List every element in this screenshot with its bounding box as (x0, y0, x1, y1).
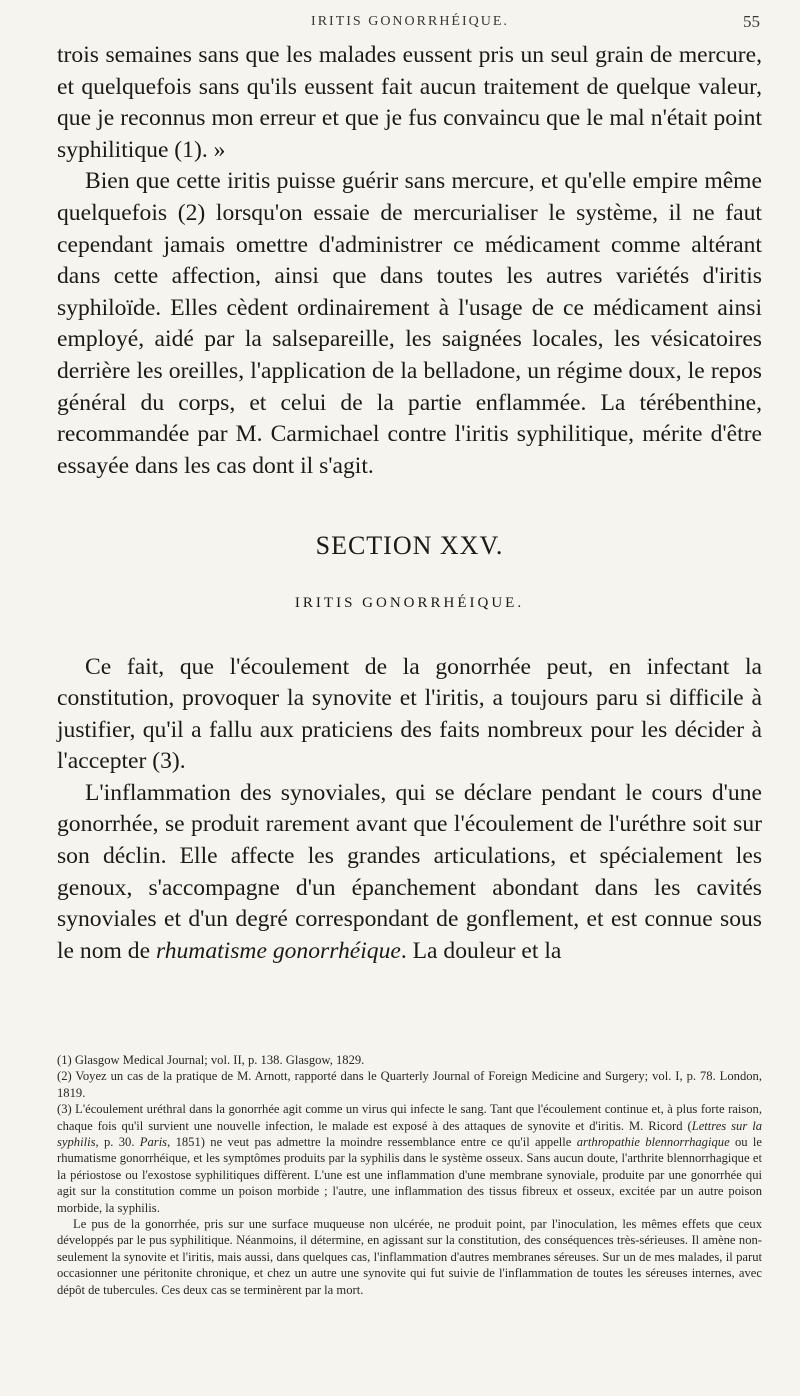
section-heading: SECTION XXV. (315, 531, 504, 561)
footnotes (57, 1052, 762, 1298)
fn3-part-a: (3) L'écoulement uréthral dans la gonorrhée agit comme un virus qui infecte le sang. Tant que l'écoulement continue et, à plus forte raison, chaque fois qu'il survient une nouvelle infection, le malade est exposé à des attaques de synovite et d'iritis. M. Ricord ( (57, 1102, 762, 1133)
p4-text-end: . La douleur et la (400, 937, 562, 964)
section-subtitle: IRITIS GONORRHÉIQUE. (294, 594, 525, 611)
fn3-part-d: ou le rhumatisme gonorrhéique, et les symptômes produits par la syphilis dans le système osseux. Sans aucun doute, l'arthrite blennorrhagique et la périostose ou l'exostose syphilitiques diffèrent. L'une est une inflammation d'une membrane synoviale, produite par une gonorrhée qui agit sur la constitution comme un poison morbide ; l'autre, une inflammation des tissus fibreux et osseux, excitée par un autre poison morbide, la syphilis. (57, 1135, 762, 1215)
p4-italic-term: rhumatisme gonorrhéique (155, 937, 401, 964)
page-number: 55 (743, 12, 760, 31)
fn3-part-b: , p. 30. (95, 1135, 140, 1150)
running-title: IRITIS GONORRHÉIQUE. (311, 14, 509, 29)
paragraph-continued: trois semaines sans que les malades eussent pris un seul grain de mercure, et quelquefois sans qu'ils eussent fait aucun traitement de quelque valeur, que je reconnus mon erreur et que je fus convaincu que le mal n'était point syphilitique (1). » (57, 42, 762, 163)
fn3-italic-3: arthropathie blennorrhagique (576, 1135, 730, 1150)
footnote-2: (2) Voyez un cas de la pratique de M. Arnott, rapporté dans le Quarterly Journal of Foreign Medicine and Surgery; vol. I, p. 78. London, 1819. (57, 1069, 762, 1100)
fn3-italic-2: Paris (139, 1135, 168, 1150)
fn3-italic-1: Lettres sur la syphilis (57, 1118, 762, 1150)
footnote-3 (57, 1101, 762, 1216)
running-head (60, 14, 760, 40)
fn3-part-c: , 1851) ne veut pas admettre la moindre ressemblance entre ce qu'il appelle (167, 1135, 577, 1150)
paragraph-synovial-inflammation (57, 778, 762, 968)
paragraph-mercury-treatment: Bien que cette iritis puisse guérir sans mercure, et qu'elle empire même quelquefois (2) lorsqu'on essaie de mercurialiser le système, il ne faut cependant jamais omettre d'administrer ce médicament comme altérant dans cette affection, ainsi que dans toutes les autres variétés d'iritis syphiloïde. Elles cèdent ordinairement à l'usage de ce médicament ainsi employé, aidé par la salsepareille, les saignées locales, les vésicatoires derrière les oreilles, l'application de la belladone, un régime doux, le repos général du corps, et celui de la partie enflammée. La térébenthine, recommandée par M. Carmichael contre l'iritis syphilitique, mérite d'être essayée dans les cas dont il s'agit. (57, 168, 762, 479)
footnote-3-continued: Le pus de la gonorrhée, pris sur une surface muqueuse non ulcérée, ne produit point, par l'inoculation, les mêmes effets que ceux développés par le pus syphilitique. Néanmoins, il détermine, en agissant sur la constitution, des conséquences très-sérieuses. Il amène non-seulement la synovite et l'iritis, mais aussi, dans quelques cas, l'inflammation d'autres membranes séreuses. Sur un de mes malades, il parut occasionner une péritonite chronique, et chez un autre une synovite qui fut suivie de l'inflammation de toutes les séreuses internes, avec dépôt de tubercules. Ces deux cas se terminèrent par la mort. (57, 1217, 762, 1297)
p4-text-start: L'inflammation des synoviales, qui se déclare pendant le cours d'une gonorrhée, se produit rarement avant que l'écoulement de l'uréthre soit sur son déclin. Elle affecte les grandes articulations, et spécialement les genoux, s'accompagne d'un épanchement abondant dans les cavités synoviales et d'un degré correspondant de gonflement, et est connue sous le nom de (57, 779, 762, 964)
main-text (57, 40, 762, 967)
footnote-1: (1) Glasgow Medical Journal; vol. II, p. 138. Glasgow, 1829. (57, 1053, 365, 1067)
paragraph-gonorrhea-intro: Ce fait, que l'écoulement de la gonorrhée peut, en infectant la constitution, provoquer la synovite et l'iritis, a toujours paru si difficile à justifier, qu'il a fallu aux praticiens des faits nombreux pour les décider à l'accepter (3). (57, 653, 762, 775)
